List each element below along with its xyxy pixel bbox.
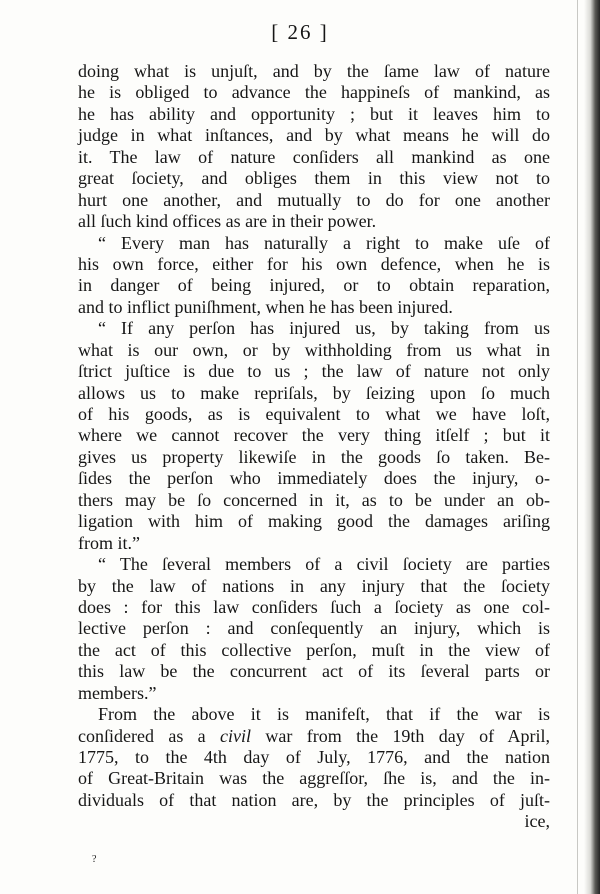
text-line: hurt one another, and mutually to do for one another bbox=[78, 189, 550, 210]
text-line: dividuals of that nation are, by the principles of juſt- bbox=[78, 789, 550, 810]
text-line: and to inflict puniſhment, when he has been injured. bbox=[78, 296, 453, 317]
text-line: thers may be ſo concerned in it, as to be under an ob- bbox=[78, 489, 550, 510]
text-line: his own force, either for his own defence, when he is bbox=[78, 253, 550, 274]
page-gutter-line bbox=[577, 0, 578, 894]
text-line: doing what is unjuſt, and by the ſame law of nature bbox=[78, 61, 550, 81]
text-line: ligation with him of making good the damages ariſing bbox=[78, 511, 550, 532]
text-line: 1775, to the 4th day of July, 1776, and the nation bbox=[78, 747, 550, 767]
italic-word: civil bbox=[220, 725, 252, 746]
text-line: he is obliged to advance the happineſs of mankind, as bbox=[78, 82, 550, 103]
text-line: this law be the concurrent act of its ſeveral parts or bbox=[78, 661, 550, 682]
text-line: by the law of nations in any injury that the ſociety bbox=[78, 575, 550, 596]
text-line: “ Every man has naturally a right to make uſe of bbox=[98, 232, 550, 253]
text-line: ice, bbox=[524, 811, 550, 832]
text-line: does : for this law conſiders ſuch a ſociety as one col- bbox=[78, 596, 550, 617]
text-line: allows us to make repriſals, by ſeizing upon ſo much bbox=[78, 382, 550, 403]
text-line: “ If any perſon has injured us, by taking from us bbox=[98, 318, 550, 339]
text-line: From the above it is manifeſt, that if the war is bbox=[98, 704, 550, 725]
stray-ink-mark: ? bbox=[92, 854, 97, 865]
text-line: ſtrict juſtice is due to us ; the law of nature not only bbox=[78, 361, 550, 382]
text-line: gives us property likewiſe in the goods ſo taken. Be- bbox=[78, 446, 550, 467]
text-line: he has ability and opportunity ; but it leaves him to bbox=[78, 103, 550, 124]
page-edge-shadow bbox=[584, 0, 600, 894]
text-line: what is our own, or by withholding from us what in bbox=[78, 339, 550, 360]
text-line: in danger of being injured, or to obtain reparation, bbox=[78, 275, 550, 296]
text-line: it. The law of nature conſiders all mankind as one bbox=[78, 146, 550, 167]
text-line: lective perſon : and conſequently an injury, which is bbox=[78, 618, 550, 639]
text-line: the act of this collective perſon, muſt in the view of bbox=[78, 639, 550, 660]
text-line: members.” bbox=[78, 682, 157, 703]
text-line: of his goods, as is equivalent to what we have loſt, bbox=[78, 404, 550, 424]
text-line: all ſuch kind offices as are in their power. bbox=[78, 211, 377, 232]
body-text bbox=[78, 61, 550, 833]
text-line: where we cannot recover the very thing itſelf ; but it bbox=[78, 425, 550, 446]
page-number-header: [ 26 ] bbox=[271, 20, 329, 44]
text-line: conſidered as a civil war from the 19th day of April, bbox=[78, 725, 550, 746]
text-line: from it.” bbox=[78, 532, 140, 553]
text-line: of Great-Britain was the aggreſſor, ſhe is, and the in- bbox=[78, 768, 550, 789]
text-line: great ſociety, and obliges them in this view not to bbox=[78, 168, 550, 189]
text-line: ſides the perſon who immediately does the injury, o- bbox=[78, 468, 550, 489]
text-line: judge in what inſtances, and by what means he will do bbox=[78, 125, 550, 146]
text-line: “ The ſeveral members of a civil ſociety are parties bbox=[98, 554, 550, 575]
